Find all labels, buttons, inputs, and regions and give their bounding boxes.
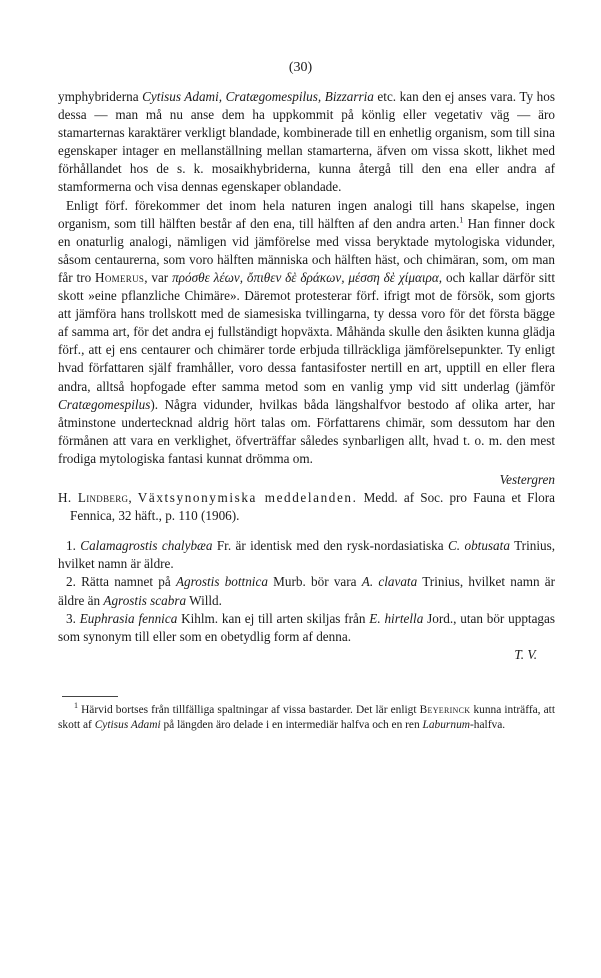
text-run: Rätta namnet på <box>81 574 176 590</box>
text-run: etc. kan den ej anses vara. Ty hos dessa — man må nu anse dem ha uppkommit på könlig eller vegetativ väg — äro stamarternas karaktärer verkligt blandade, kombinerade till en enhetlig organism, som till sina egenskaper intager en mellanställning mellan stamarterna, äfven om vissa skott, likhet med förhållandet hos de s. k. mosaikhybriderna, kunna återgå till den ena eller andra af stamformerna och visa dennas egenskaper oblandade. <box>58 89 555 195</box>
page-number: (30) <box>288 60 313 75</box>
text-run: ). Några vidunder, hvilkas båda längshalfvor bestodo af olika arter, har åtminstone undertecknad aldrig hört talas om. Författarens chimär, som dessutom har den förmånen att vara en verklighet, öfverträffar således synbarligen allt, hvad t. o. m. den mest frodiga mytologiska fantasi kunnat drömma om. <box>58 396 555 466</box>
footnote <box>58 703 555 733</box>
italic-run: Euphrasia fennica <box>79 610 178 626</box>
text-run: Fr. är identisk med den rysk-nordasiatiska <box>212 538 448 554</box>
italic-run: Cytisus Adami, Cratægomespilus, Bizzarria <box>142 89 374 104</box>
text-run: , <box>128 490 138 506</box>
item-number: 1. <box>66 538 81 554</box>
text-run: Kihlm. kan ej till arten skiljas från <box>177 610 370 626</box>
smallcaps-run: Homerus <box>95 269 145 285</box>
review-citation <box>58 489 555 525</box>
italic-run: Agrostis bottnica <box>175 574 268 590</box>
text-run: Murb. bör vara <box>267 574 362 590</box>
review-title: Växtsynonymiska meddelanden. <box>137 490 358 506</box>
text-run: kunna inträffa, att skott af <box>58 703 555 731</box>
list-item <box>58 573 555 609</box>
text-run: Enligt förf. förekommer det inom hela naturen ingen analogi till hans skapelse, ingen organism, som till hälften består af den ena, till hälften af den andra arten. <box>58 197 555 231</box>
synonym-list <box>58 537 555 646</box>
text-run: och kallar därför sitt skott »eine pflanzliche Chimäre». Däremot protesterar förf. ifrigt mot de försök, som gjorts att jämföra hans trollskott med de siamesiska tvillingarna, ty dessa voro för det första bägge af samma art, för det andra ej fullständigt hopväxta. Måhända skulle den åsikten kunna glädja förf., att ej ens centaurer och chimärer torde erbjuda tillräckliga jämförelsepunkter. Ty enligt hvad författaren själf framhåller, voro dessa fantasifoster nertill en art, upptill en eller flera andra, alltså hopfogade efter samma metod som en vanlig ymp vid sitt underlag (jämför <box>58 269 555 394</box>
italic-run: A. clavata <box>361 574 418 590</box>
text-run: Trinius, hvilket namn är äldre. <box>58 538 556 572</box>
item-number: 3. <box>66 610 80 626</box>
italic-run: Cratægomespilus <box>58 396 151 412</box>
italic-run: C. obtusata <box>447 538 510 554</box>
paragraph-analogy <box>58 197 555 468</box>
text-run: Jord., utan bör upptagas som synonym till eller som en obetydlig form af denna. <box>58 610 556 644</box>
list-item <box>58 537 555 573</box>
text-run: Trinius, hvilket namn är äldre än <box>58 574 556 608</box>
text-run: -halfva. <box>470 718 506 731</box>
italic-run: Laburnum <box>422 718 470 731</box>
item-number: 2. <box>66 574 82 590</box>
paragraph-continued <box>58 88 555 197</box>
greek-quote: πρόσθε λέων, ὄπιθεν δὲ δράκων, μέσση δὲ χίμαιρα, <box>172 269 443 285</box>
smallcaps-run: Beyerinck <box>419 703 471 716</box>
text-run: på längden äro delade i en intermediär halfva och en ren <box>160 718 423 731</box>
italic-run: Cytisus Adami <box>94 718 161 731</box>
list-item <box>58 610 555 646</box>
footnote-mark: 1 <box>74 701 78 711</box>
italic-run: Calamagrostis chalybæa <box>80 538 213 554</box>
text-run: Medd. af Soc. pro Fauna et Flora Fennica, 32 häft., p. 110 (1906). <box>70 490 555 524</box>
italic-run: Agrostis scabra <box>103 592 187 608</box>
signature-vestergren: Vestergren <box>499 471 555 487</box>
page-body <box>58 88 555 733</box>
text-run: Härvid bortses från tillfälliga spaltningar af vissa bastarder. Det lär enligt <box>78 703 420 716</box>
signature-tv: T. V. <box>514 646 537 662</box>
text-run: ymphybriderna <box>58 89 143 104</box>
review-author: H. Lindberg <box>58 490 129 506</box>
text-run: Han finner dock en onaturlig analogi, nämligen vid jämförelse med vissa beryktade mytologiska vidunder, såsom centaurerna, som voro hälften människa och hälften häst, och chimäran, som, om man får tro <box>58 215 555 285</box>
text-run: Willd. <box>186 592 222 608</box>
footnote-ref: 1 <box>459 215 464 225</box>
italic-run: E. hirtella <box>369 610 424 626</box>
text-run: , var <box>144 269 173 285</box>
footnote-divider <box>62 696 118 697</box>
